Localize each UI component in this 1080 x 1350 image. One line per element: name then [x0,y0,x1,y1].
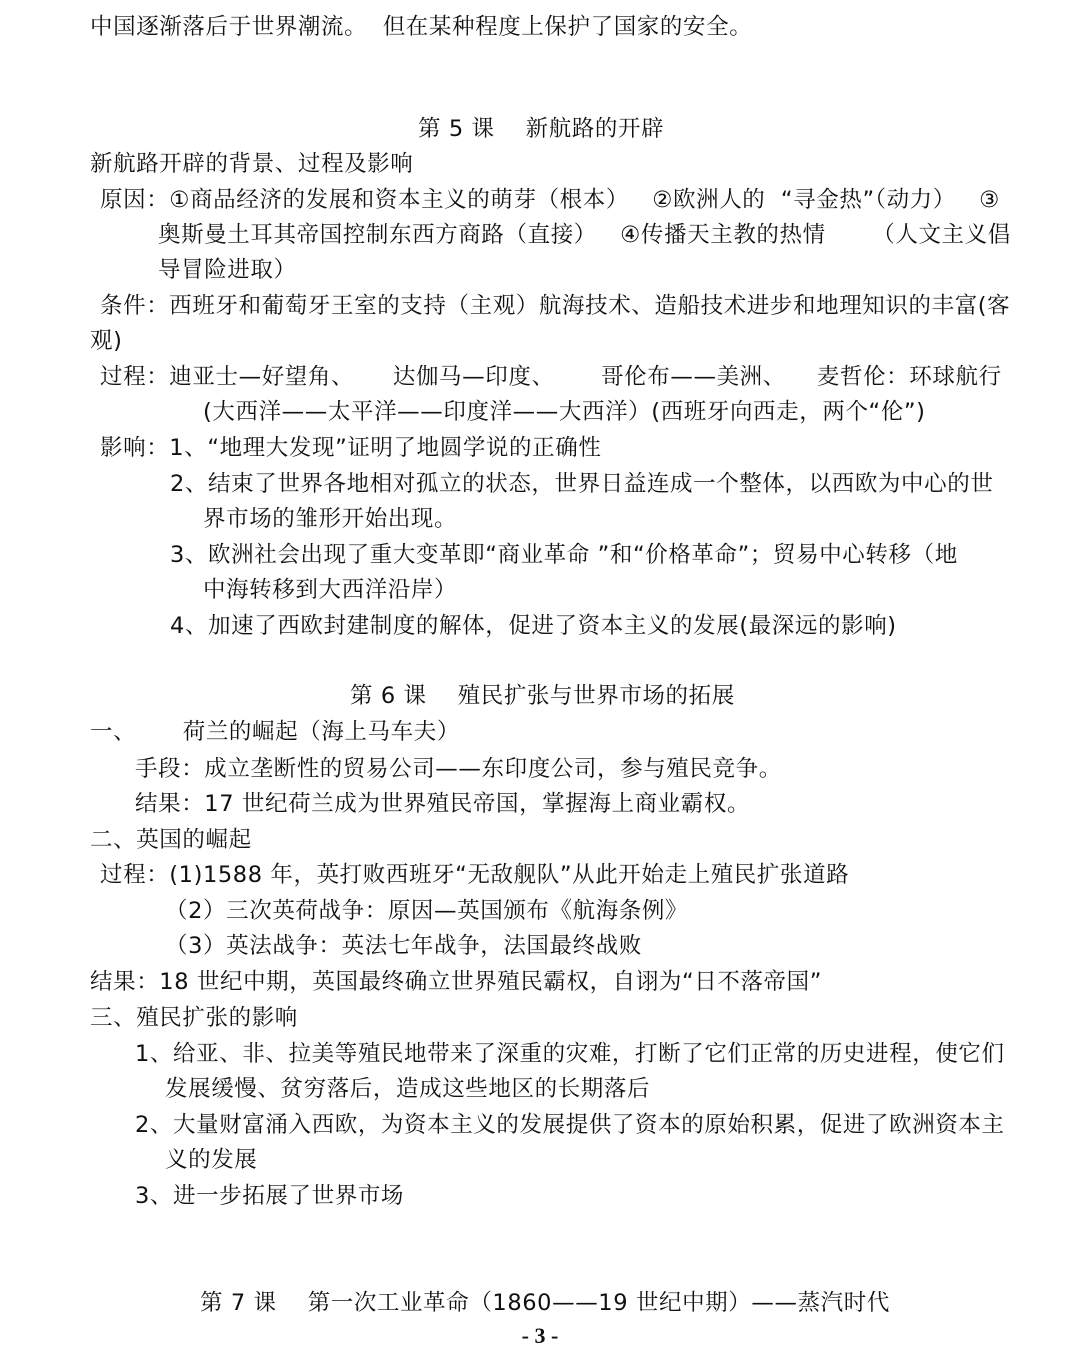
section2-result: 结果：18 世纪中期，英国最终确立世界殖民霸权，自诩为“日不落帝国” [90,969,822,995]
lesson5-title: 第 5 课 新航路的开辟 [418,116,665,142]
page-number: - 3 - [521,1323,559,1348]
section3-item-3: 3、进一步拓展了世界市场 [135,1183,405,1209]
section2-process-3: （3）英法战争：英法七年战争，法国最终战败 [165,933,642,959]
intro-line: 中国逐渐落后于世界潮流。 但在某种程度上保护了国家的安全。 [90,14,753,40]
causes-line-3: 导冒险进取） [158,257,297,283]
impact-line-1: 影响：1、“地理大发现”证明了地圆学说的正确性 [100,435,602,461]
causes-line-1: 原因：①商品经济的发展和资本主义的萌芽（根本） ②欧洲人的 “寻金热”（动力） ③ [100,187,1000,213]
impact-item-2-cont: 界市场的雏形开始出现。 [203,506,458,532]
impact-item-3: 3、欧洲社会出现了重大变革即“商业革命 ”和“价格革命”；贸易中心转移（地 [170,542,958,568]
impact-item-4: 4、加速了西欧封建制度的解体，促进了资本主义的发展(最深远的影响) [170,613,897,639]
lesson6-title: 第 6 课 殖民扩张与世界市场的拓展 [350,683,735,709]
section2-process-2: （2）三次英荷战争：原因—英国颁布《航海条例》 [165,898,689,924]
section3-item-2: 2、大量财富涌入西欧，为资本主义的发展提供了资本的原始积累，促进了欧洲资本主 [135,1112,1005,1138]
section2-heading: 二、英国的崛起 [90,827,252,853]
section1-heading: 一、 荷兰的崛起（海上马车夫） [90,719,460,745]
section3-item-2-cont: 义的发展 [165,1147,258,1173]
section2-process-1: 过程：(1)1588 年，英打败西班牙“无敌舰队”从此开始走上殖民扩张道路 [100,862,850,888]
conditions-line-1: 条件：西班牙和葡萄牙王室的支持（主观）航海技术、造船技术进步和地理知识的丰富(客 [100,293,1011,319]
lesson5-subtitle: 新航路开辟的背景、过程及影响 [90,151,414,177]
process-line-1: 过程：迪亚士—好望角、 达伽马—印度、 哥伦布——美洲、 麦哲伦：环球航行 [100,364,1002,390]
section1-result: 结果：17 世纪荷兰成为世界殖民帝国，掌握海上商业霸权。 [135,791,751,817]
process-line-2: (大西洋——太平洋——印度洋——大西洋）(西班牙向西走，两个“伦”) [203,399,926,425]
causes-line-2: 奥斯曼土耳其帝国控制东西方商路（直接） ④传播天主教的热情 （人文主义倡 [158,222,1011,248]
section3-item-1: 1、给亚、非、拉美等殖民地带来了深重的灾难，打断了它们正常的历史进程，使它们 [135,1041,1005,1067]
conditions-line-2: 观) [90,328,123,354]
section1-means: 手段：成立垄断性的贸易公司——东印度公司，参与殖民竞争。 [135,756,782,782]
section3-heading: 三、殖民扩张的影响 [90,1005,298,1031]
lesson7-title: 第 7 课 第一次工业革命（1860——19 世纪中期）——蒸汽时代 [200,1290,890,1316]
section3-item-1-cont: 发展缓慢、贫穷落后，造成这些地区的长期落后 [165,1076,651,1102]
impact-item-2: 2、结束了世界各地相对孤立的状态，世界日益连成一个整体，以西欧为中心的世 [170,471,994,497]
impact-item-3-cont: 中海转移到大西洋沿岸） [203,577,458,603]
